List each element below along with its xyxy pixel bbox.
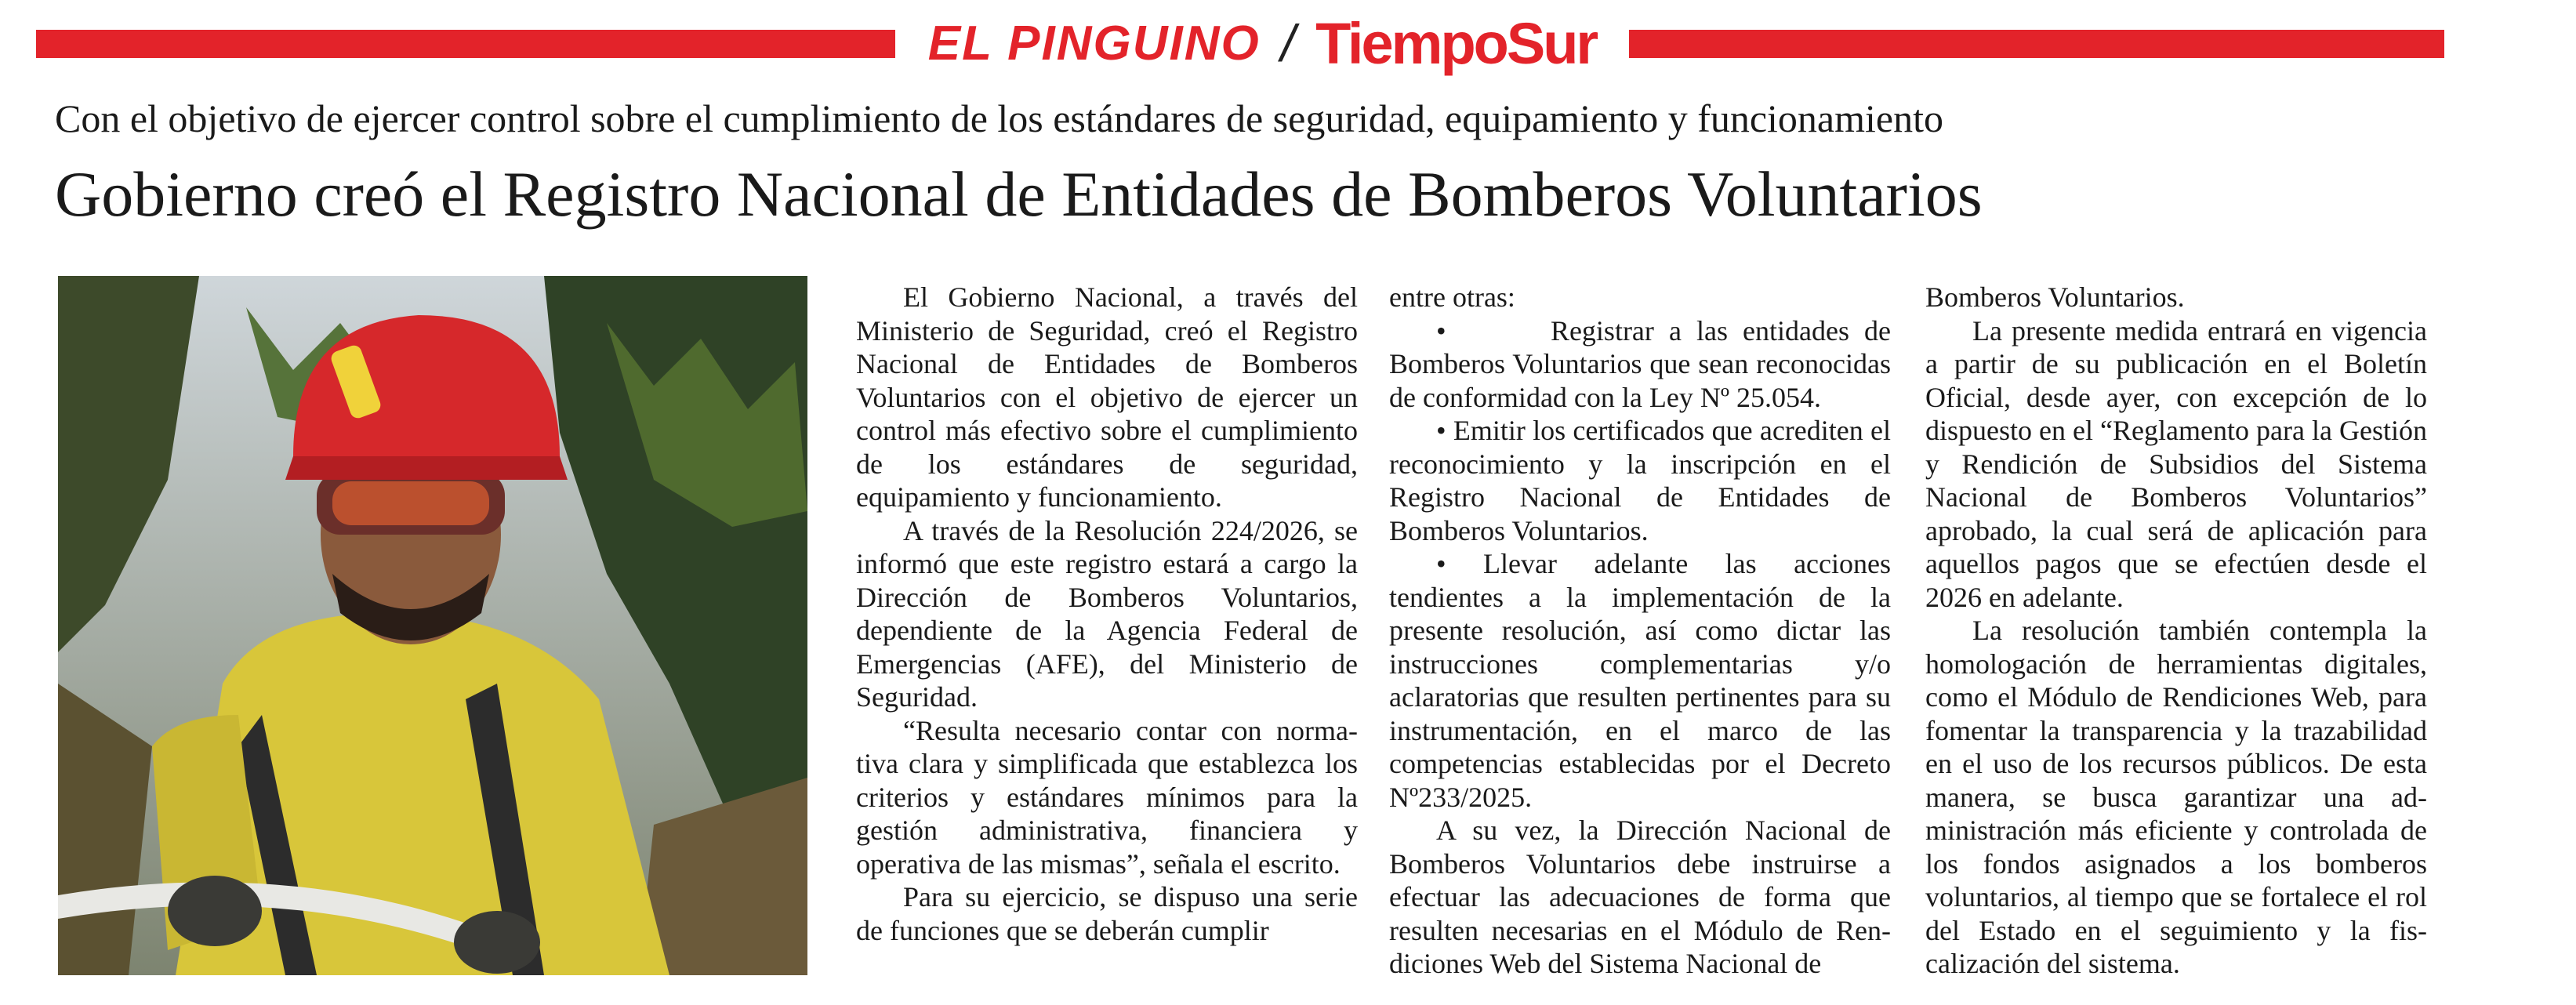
column2-paragraph: A su vez, la Dirección Nacional de Bomberos Voluntarios debe instruirse a efectuar las adecuaciones de forma que resulten necesarias en el Módulo de Rendiciones Web del Sistema Nacional de	[1389, 815, 1891, 979]
article-column-1	[856, 281, 1358, 947]
column3-paragraph: Bomberos Voluntarios.	[1925, 281, 2185, 313]
column2-list-item: • Emitir los certificados que acrediten el reconocimiento y la inscripción en el Registro Nacional de Entidades de Bomberos Voluntarios.	[1389, 415, 1891, 546]
article-kicker: Con el objetivo de ejercer control sobre el cumplimiento de los estándares de seguridad, equipamiento y funcionamiento	[55, 96, 1943, 140]
masthead-rule-left	[36, 30, 895, 58]
article-column-3	[1925, 281, 2427, 981]
masthead-rule-right	[1629, 30, 2444, 58]
column2-list-item: • Llevar adelante las acciones tendientes a la implementación de la presente resolución, así como dictar las instrucciones complementarias y/o aclaratorias que resulten pertinentes para su instrumentación, en el marco de las competencias establecidas por el Decreto Nº233/2025.	[1389, 548, 1891, 813]
masthead	[894, 8, 1631, 78]
firefighter-photo	[58, 276, 807, 975]
brand-tiemposur: TiempoSur	[1315, 10, 1597, 76]
column1-paragraph: A través de la Resolución 224/2026, se informó que este registro estará a cargo la Dirección de Bomberos Voluntarios, dependiente de la Agencia Federal de Emergencias (AFE), del Ministerio de Seguridad.	[856, 514, 1358, 713]
column3-paragraph: La resolución también contempla la homologación de herramientas digitales, como el Módulo de Rendiciones Web, para fomentar la transparencia y la trazabilidad en el uso de los recursos públicos. De esta manera, se busca garantizar una administración más eficiente y controlada de los fondos asignados a los bomberos voluntarios, al tiempo que se fortalece el rol del Estado en el seguimiento y la fiscalización del sistema.	[1925, 615, 2427, 979]
column2-paragraph: entre otras:	[1389, 281, 1515, 313]
article-column-2	[1389, 281, 1891, 981]
article-headline: Gobierno creó el Registro Nacional de Entidades de Bomberos Voluntarios	[55, 158, 1983, 230]
column2-list-item: • Registrar a las entidades de Bomberos Voluntarios que sean reconocidas de conformidad con la Ley Nº 25.054.	[1389, 314, 1891, 413]
column1-paragraph: El Gobierno Nacional, a través del Ministerio de Seguridad, creó el Registro Nacional de Entidades de Bomberos Voluntarios con el objetivo de ejercer un control más efectivo sobre el cumplimiento de los estándares de seguridad, equipamiento y funcionamiento.	[856, 281, 1358, 513]
brand-separator: /	[1280, 14, 1296, 72]
firefighter-illustration	[58, 276, 807, 975]
column1-paragraph: “Resulta necesario contar con normativa clara y simplificada que establezca los criterios y estándares mínimos para la gestión administrativa, financiera y operativa de las mismas”, señala el escrito.	[856, 714, 1358, 880]
column3-paragraph: La presente medida entrará en vigencia a partir de su publicación en el Boletín Oficial, desde ayer, con excepción de lo dispuesto en el “Reglamento para la Gestión y Rendición de Subsidios del Sistema Nacional de Bomberos Voluntarios” aprobado, la cual será de aplicación para aquellos pagos que se efectúen desde el 2026 en adelante.	[1925, 314, 2427, 613]
brand-el-pinguino: EL PINGUINO	[927, 16, 1261, 71]
column1-paragraph: Para su ejercicio, se dispuso una serie de funciones que se deberán cumplir	[856, 881, 1358, 946]
